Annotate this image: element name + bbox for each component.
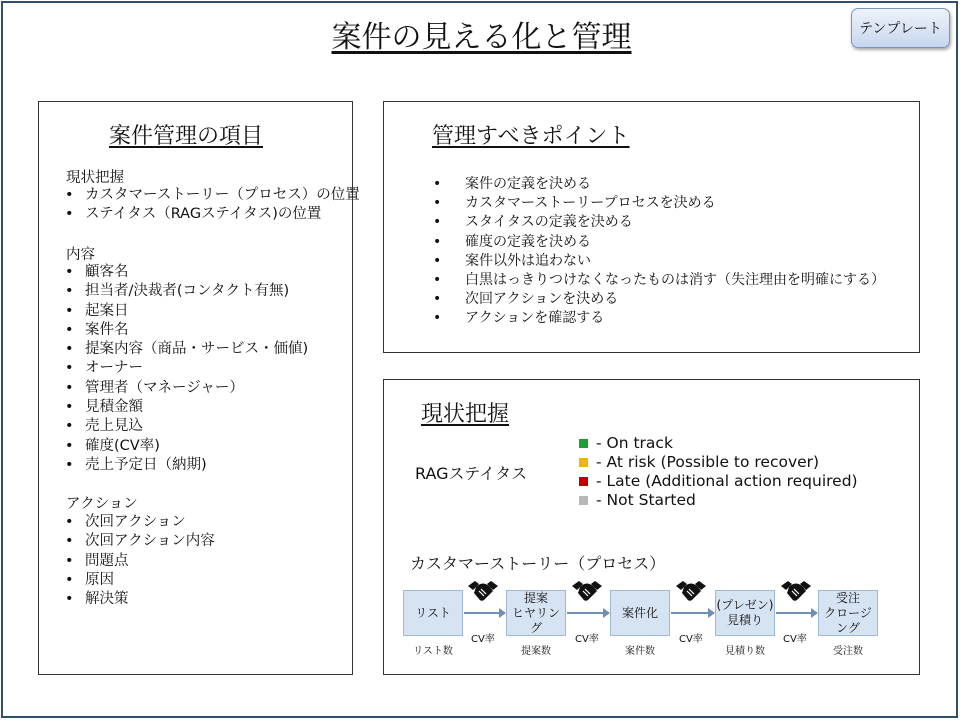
list-item: • 白黒はっきりつけなくなったものは消す（失注理由を明確にする） bbox=[433, 271, 885, 288]
green-swatch-icon bbox=[579, 439, 588, 448]
points-list bbox=[433, 175, 885, 329]
legend-item-not-started: - Not Started bbox=[579, 491, 858, 510]
handshake-icon bbox=[675, 578, 707, 606]
list-item: • 案件以外は追わない bbox=[433, 252, 591, 269]
legend-item-at-risk: - At risk (Possible to recover) bbox=[579, 453, 858, 472]
arrow-icon bbox=[776, 612, 812, 614]
rag-status-label: RAGステイタス bbox=[415, 464, 528, 483]
rag-legend bbox=[579, 434, 858, 510]
list-item: • 解決策 bbox=[65, 591, 129, 608]
cv-rate-label: CV率 bbox=[575, 634, 599, 645]
stage-caption: 受注数 bbox=[833, 646, 863, 657]
amber-swatch-icon bbox=[579, 458, 588, 467]
legend-item-on-track: - On track bbox=[579, 434, 858, 453]
stage-caption: 見積り数 bbox=[725, 646, 765, 657]
status-items-list bbox=[65, 186, 360, 225]
stage-estimate: (プレゼン) 見積り bbox=[715, 590, 775, 636]
list-item: • 提案内容（商品・サービス・価値) bbox=[65, 341, 309, 358]
list-item: • 起案日 bbox=[65, 302, 129, 319]
status-panel-title: 現状把握 bbox=[421, 402, 510, 427]
stage-opportunity: 案件化 bbox=[610, 590, 670, 636]
arrow-icon bbox=[464, 612, 500, 614]
cv-rate-label: CV率 bbox=[679, 634, 703, 645]
section-label-content: 内容 bbox=[66, 247, 95, 263]
list-item: • 見積金額 bbox=[65, 399, 143, 416]
list-item: • 担当者/決裁者(コンタクト有無) bbox=[65, 283, 290, 300]
list-item: • オーナー bbox=[65, 360, 143, 377]
arrow-icon bbox=[671, 612, 709, 614]
list-item: • 次回アクション bbox=[65, 514, 186, 530]
content-items-list bbox=[65, 263, 308, 475]
points-panel bbox=[383, 101, 920, 353]
items-panel-title: 案件管理の項目 bbox=[109, 124, 264, 149]
red-swatch-icon bbox=[579, 477, 588, 486]
list-item: • 案件の定義を決める bbox=[433, 176, 591, 192]
list-item: • 確度の定義を決める bbox=[433, 233, 591, 250]
list-item: • 確度(CV率) bbox=[65, 437, 160, 454]
stage-caption: 提案数 bbox=[521, 646, 551, 657]
stage-caption: リスト数 bbox=[413, 646, 453, 657]
stage-hearing: 提案 ヒヤリング bbox=[506, 590, 566, 636]
list-item: • 顧客名 bbox=[65, 264, 129, 280]
section-label-status: 現状把握 bbox=[66, 170, 124, 186]
list-item: • 次回アクションを決める bbox=[433, 291, 619, 308]
list-item: • 売上予定日（納期) bbox=[65, 456, 207, 473]
items-panel bbox=[38, 101, 360, 675]
list-item: • 売上見込 bbox=[65, 418, 143, 435]
cv-rate-label: CV率 bbox=[471, 634, 495, 645]
list-item: • カスタマーストーリープロセスを決める bbox=[433, 195, 716, 212]
list-item: • 管理者（マネージャー） bbox=[65, 379, 244, 396]
list-item: • 案件名 bbox=[65, 321, 129, 338]
list-item: • 原因 bbox=[65, 571, 114, 588]
list-item: • 問題点 bbox=[65, 552, 129, 569]
list-item: • 次回アクション内容 bbox=[65, 533, 215, 550]
legend-item-late: - Late (Additional action required) bbox=[579, 472, 858, 491]
handshake-icon bbox=[571, 578, 603, 606]
handshake-icon bbox=[780, 578, 812, 606]
arrow-icon bbox=[567, 612, 604, 614]
stage-list: リスト bbox=[403, 590, 463, 636]
list-item: • アクションを確認する bbox=[433, 310, 605, 327]
stage-closing: 受注 クロージング bbox=[818, 590, 878, 636]
list-item: • カスタマーストーリー（プロセス）の位置 bbox=[65, 187, 360, 203]
customer-story-title: カスタマーストーリー（プロセス） bbox=[410, 554, 666, 573]
cv-rate-label: CV率 bbox=[783, 634, 807, 645]
page-title: 案件の見える化と管理 bbox=[331, 20, 632, 55]
template-button[interactable]: テンプレート bbox=[851, 8, 950, 48]
status-panel bbox=[383, 379, 920, 675]
stage-caption: 案件数 bbox=[625, 646, 655, 657]
section-label-action: アクション bbox=[66, 496, 138, 512]
action-items-list bbox=[65, 513, 215, 609]
gray-swatch-icon bbox=[579, 496, 588, 505]
list-item: • スタイタスの定義を決める bbox=[433, 214, 633, 231]
list-item: • ステイタス（RAGステイタス)の位置 bbox=[65, 206, 322, 223]
handshake-icon bbox=[467, 578, 499, 606]
points-panel-title: 管理すべきポイント bbox=[432, 124, 630, 149]
